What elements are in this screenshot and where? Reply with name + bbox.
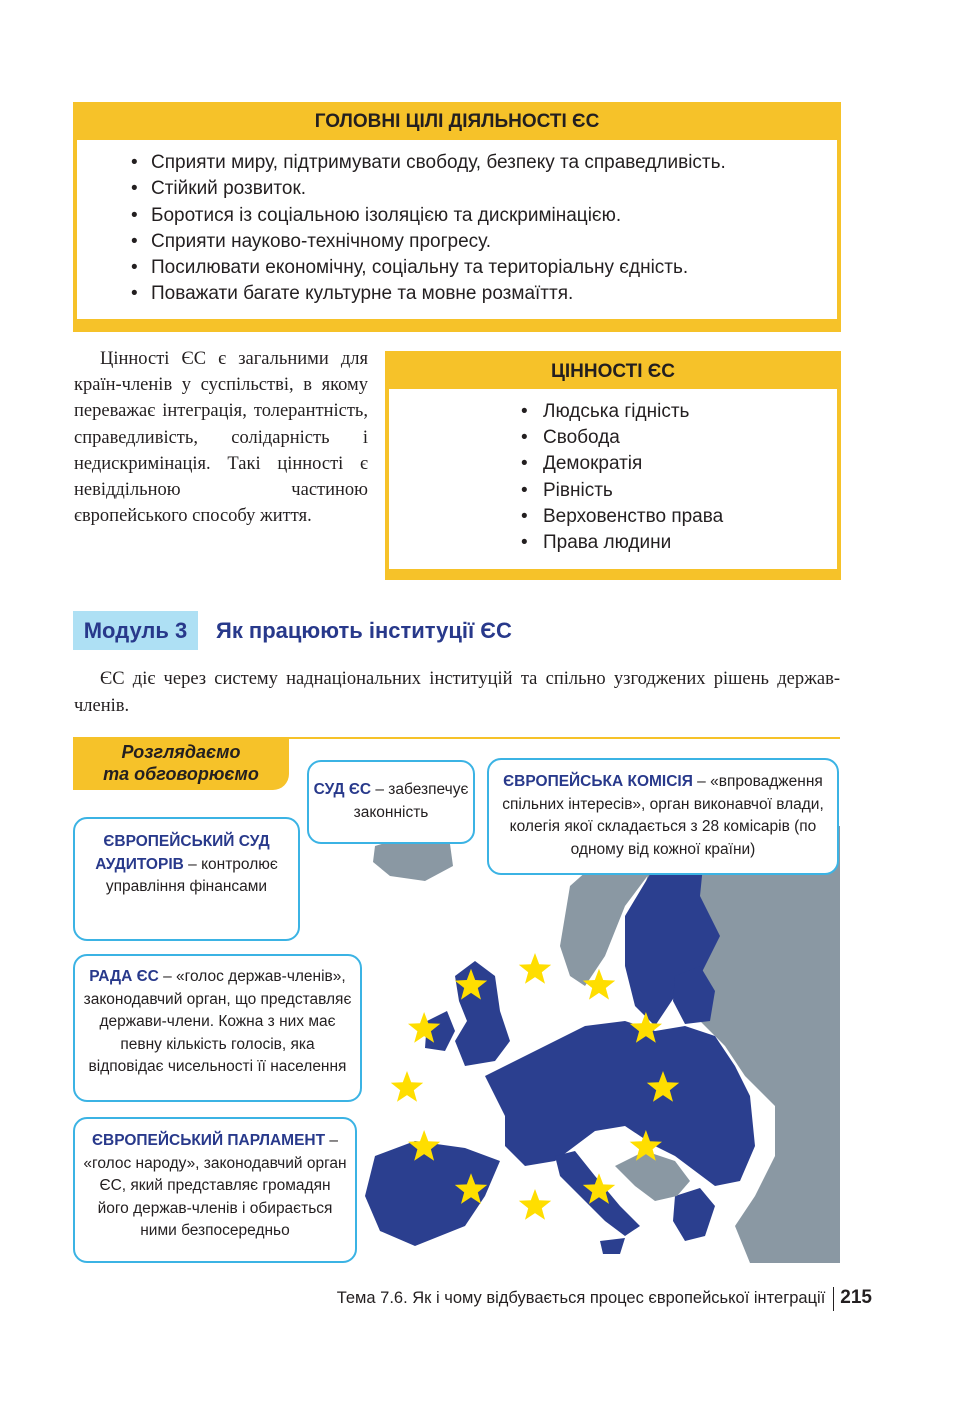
callout-auditors-text: – контролює управління фінансами [105, 855, 278, 895]
values-paragraph: Цінності ЄС є загальними для країн-членів у суспільстві, в якому переважає інтеграція, толерантність, справедливість, солідарність і недискримінація. Такі цінності є невіддільною частиною європейського способу життя. [74, 349, 368, 527]
footer-topic: Тема 7.6. Як і чому відбувається процес європейської інтеграції [336, 1289, 826, 1307]
callout-european-commission [487, 758, 839, 875]
list-item: • Боротися із соціальною ізоляцією та дискримінацією. [129, 203, 837, 229]
list-item: • Права людини [517, 530, 837, 556]
eu-uk [455, 961, 510, 1066]
callout-court-of-auditors [73, 817, 300, 941]
values-title: ЦІННОСТІ ЄС [550, 361, 676, 382]
goals-box [73, 102, 841, 332]
list-item: • Демократія [517, 451, 837, 477]
footer-separator [833, 1287, 834, 1311]
callout-council-text: – «голос держав-членів», законодавчий орган, що представляє держави-члени. Кожна з них має певну кількість голосів, яка відповідає чисельності її населення [83, 968, 352, 1075]
callout-commission-text: – «впровадження спільних інтересів», орган виконавчої влади, колегія якої складається з 28 комісарів (по одному від кожної країни) [502, 773, 824, 858]
callout-court-text: – забезпечує законність [353, 781, 469, 821]
callout-commission-name: ЄВРОПЕЙСЬКА КОМІСІЯ [503, 773, 693, 790]
discuss-tag [73, 738, 289, 790]
discuss-line-2: та обговорюємо [103, 764, 259, 784]
intro-paragraph: ЄС діє через систему наднаціональних інституцій та спільно узгоджених рішень держав-членів. [74, 669, 840, 716]
list-item: • Рівність [517, 478, 837, 504]
eu-star-icon [519, 953, 551, 984]
module-label: Модуль 3 [73, 611, 198, 650]
list-item: • Поважати багате культурне та мовне розмаїття. [129, 281, 837, 307]
list-item: • Посилювати економічну, соціальну та територіальну єдність. [129, 255, 837, 281]
eu-sicily [600, 1238, 625, 1254]
list-item: • Верховенство права [517, 504, 837, 530]
callout-european-parliament [73, 1117, 357, 1263]
goals-title: ГОЛОВНІ ЦІЛІ ДІЯЛЬНОСТІ ЄС [314, 111, 600, 132]
callout-auditors-name: ЄВРОПЕЙСЬКИЙ СУД АУДИТОРІВ [95, 833, 270, 873]
values-list [517, 399, 837, 556]
module-title: Як працюють інституції ЄС [216, 618, 512, 643]
list-item: • Сприяти науково-технічному прогресу. [129, 229, 837, 255]
callout-court-of-justice [307, 760, 475, 844]
eu-continent [485, 1021, 755, 1186]
callout-council-name: РАДА ЄС [89, 968, 159, 985]
callout-parliament-name: ЄВРОПЕЙСЬКИЙ ПАРЛАМЕНТ [91, 1132, 326, 1149]
list-item: • Стійкий розвиток. [129, 176, 837, 202]
list-item: • Людська гідність [517, 399, 837, 425]
list-item: • Свобода [517, 425, 837, 451]
discuss-line-1: Розглядаємо [121, 742, 241, 762]
callout-council-of-eu [73, 954, 362, 1102]
eu-star-icon [391, 1071, 423, 1102]
values-box [385, 351, 841, 580]
page-footer [337, 1286, 872, 1311]
eu-star-icon [519, 1189, 551, 1220]
eu-greece [673, 1188, 715, 1241]
goals-list [129, 150, 837, 308]
callout-parliament-text: – «голос народу», законодавчий орган ЄС, який представляє громадян його держав-членів і обирається ними безпосередньо [83, 1132, 347, 1239]
eu-map [355, 826, 840, 1263]
values-content [389, 389, 837, 569]
eu-map-illustration [355, 826, 840, 1263]
page-number: 215 [840, 1287, 872, 1308]
list-item: • Сприяти миру, підтримувати свободу, безпеку та справедливість. [129, 150, 837, 176]
goals-content [77, 140, 837, 319]
callout-court-name: СУД ЄС [313, 781, 372, 798]
